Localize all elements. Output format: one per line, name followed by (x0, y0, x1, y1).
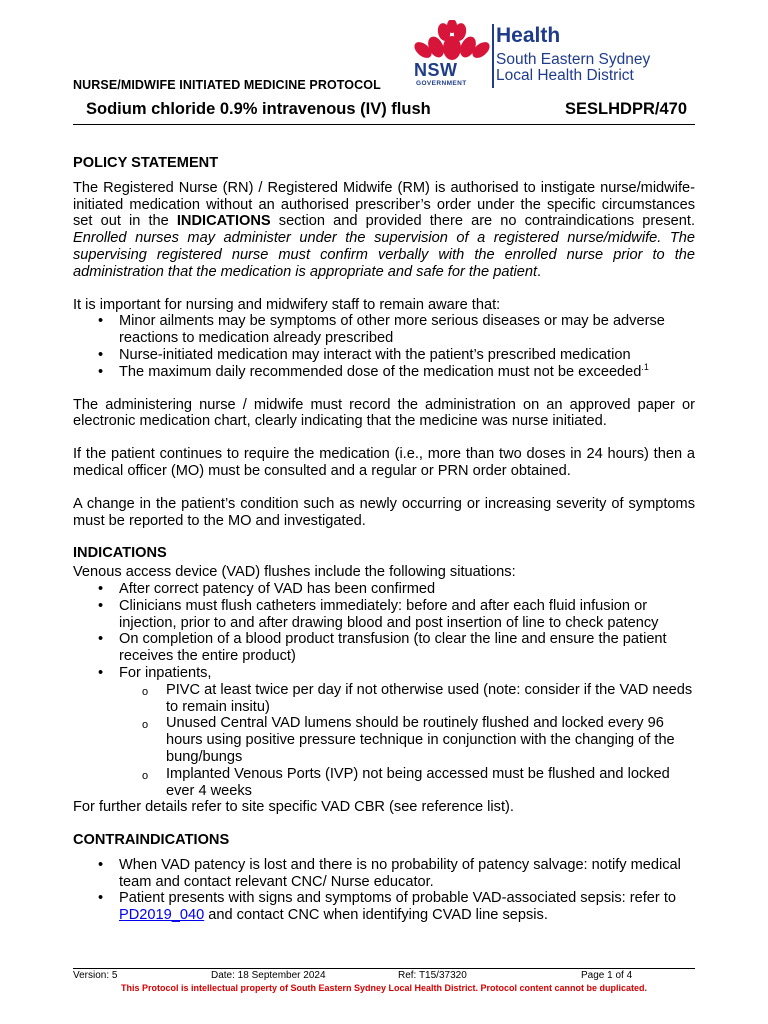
pd2019-040-link[interactable]: PD2019_040 (119, 907, 205, 924)
footer-date: Date: 18 September 2024 (211, 970, 326, 981)
policy-paragraph-3: The administering nurse / midwife must record the administration on an approved paper or electronic medication chart, clearly indicating that the medicine was nurse initiated. (73, 396, 695, 430)
document-body (73, 155, 695, 924)
indications-bullet-list (73, 581, 695, 799)
policy-paragraph-5: A change in the patient’s condition such as newly occurring or increasing severity of symptoms must be reported to the MO and investigated. (73, 495, 695, 529)
district-name-line1: South Eastern Sydney (496, 51, 651, 68)
sub-list-item: o Implanted Venous Ports (IVP) not being accessed must be flushed and locked ever 4 weeks (166, 766, 695, 800)
indications-heading: INDICATIONS (73, 545, 167, 562)
policy-bullet-list (73, 313, 695, 380)
footer-ref: Ref: T15/37320 (398, 970, 467, 981)
contraindications-bullet-list (73, 857, 695, 924)
footer-page-number: Page 1 of 4 (581, 970, 633, 981)
footer-divider (73, 968, 695, 969)
nsw-wordmark: NSW (414, 60, 458, 80)
logo-divider (492, 24, 494, 88)
district-name-line2: Local Health District (496, 67, 634, 84)
document-title: Sodium chloride 0.9% intravenous (IV) flush (86, 100, 431, 118)
contraindications-heading: CONTRAINDICATIONS (73, 832, 230, 849)
indications-reference: INDICATIONS (176, 213, 271, 230)
sub-list-item: o Unused Central VAD lumens should be routinely flushed and locked every 96 hours using positive pressure technique in conjunction with the changing of the bung/bungs (166, 715, 695, 765)
government-wordmark: GOVERNMENT (416, 80, 467, 87)
inpatient-sub-list (119, 682, 695, 800)
indications-further-details: For further details refer to site specific VAD CBR (see reference list). (73, 799, 514, 816)
health-wordmark: Health (496, 24, 561, 47)
list-item: • On completion of a blood product transfusion (to clear the line and ensure the patient receives the entire product) (119, 631, 695, 665)
footer-version: Version: 5 (73, 970, 118, 981)
list-item: • Patient presents with signs and symptoms of probable VAD-associated sepsis: refer to PD2019_040 and contact CNC when identifying CVAD line sepsis. (119, 890, 695, 924)
policy-paragraph-4: If the patient continues to require the medication (i.e., more than two doses in 24 hours) then a medical officer (MO) must be consulted and a regular or PRN order obtained. (73, 446, 695, 479)
list-item: • For inpatients, o PIVC at least twice per day if not otherwise used (note: consider if the VAD needs to remain insitu) o Unused Central VAD lumens should be routinely flushed and locked every 96 hours using positive pressure technique in conjunction with the changing of the bung/bungs o Implanted Venous Ports (IVP) not being accessed must be flushed and locked ever 4 weeks (119, 665, 695, 799)
footnote-marker: .1 (641, 361, 649, 372)
list-item: • The maximum daily recommended dose of the medication must not be exceeded$^{.1}$ (119, 364, 695, 381)
sub-list-item: o PIVC at least twice per day if not otherwise used (note: consider if the VAD needs to remain insitu) (166, 682, 695, 716)
list-item: • Nurse-initiated medication may interact with the patient’s prescribed medication (119, 347, 695, 364)
list-item: • When VAD patency is lost and there is no probability of patency salvage: notify medical team and contact relevant CNC/ Nurse educator. (119, 857, 695, 891)
enrolled-nurse-note: Enrolled nurses may administer under the supervision of a registered nurse/midwife. The supervising registered nurse must confirm verbally with the enrolled nurse prior to the administration that the medication is appropriate and safe for the patient (73, 230, 695, 280)
policy-paragraph-2: It is important for nursing and midwifery staff to remain aware that: (73, 296, 501, 313)
protocol-label: NURSE/MIDWIFE INITIATED MEDICINE PROTOCOL (73, 78, 381, 92)
document-reference: SESLHDPR/470 (565, 100, 687, 118)
footer-copyright-notice: This Protocol is intellectual property of South Eastern Sydney Local Health District. Protocol content cannot be duplicated. (120, 983, 648, 993)
list-item: • Minor ailments may be symptoms of other more serious diseases or may be adverse reactions to medication already prescribed (119, 313, 695, 347)
list-item: • Clinicians must flush catheters immediately: before and after each fluid infusion or injection, prior to and after drawing blood and post insertion of line to check patency (119, 598, 695, 632)
header-divider (73, 124, 695, 125)
policy-paragraph-1: The Registered Nurse (RN) / Registered Midwife (RM) is authorised to instigate nurse/midwife-initiated medication without an authorised prescriber’s order under the specific circumstances set out in the INDICATIONS section and provided there are no contraindications present. Enrolled nurses may administer under the supervision of a registered nurse/midwife. The supervising registered nurse must confirm verbally with the enrolled nurse prior to the administration that the medication is appropriate and safe for the patient. (73, 179, 695, 280)
indications-intro: Venous access device (VAD) flushes include the following situations: (73, 564, 516, 581)
list-item: • After correct patency of VAD has been confirmed (119, 581, 695, 598)
policy-statement-heading: POLICY STATEMENT (73, 155, 219, 171)
waratah-icon (414, 20, 490, 62)
